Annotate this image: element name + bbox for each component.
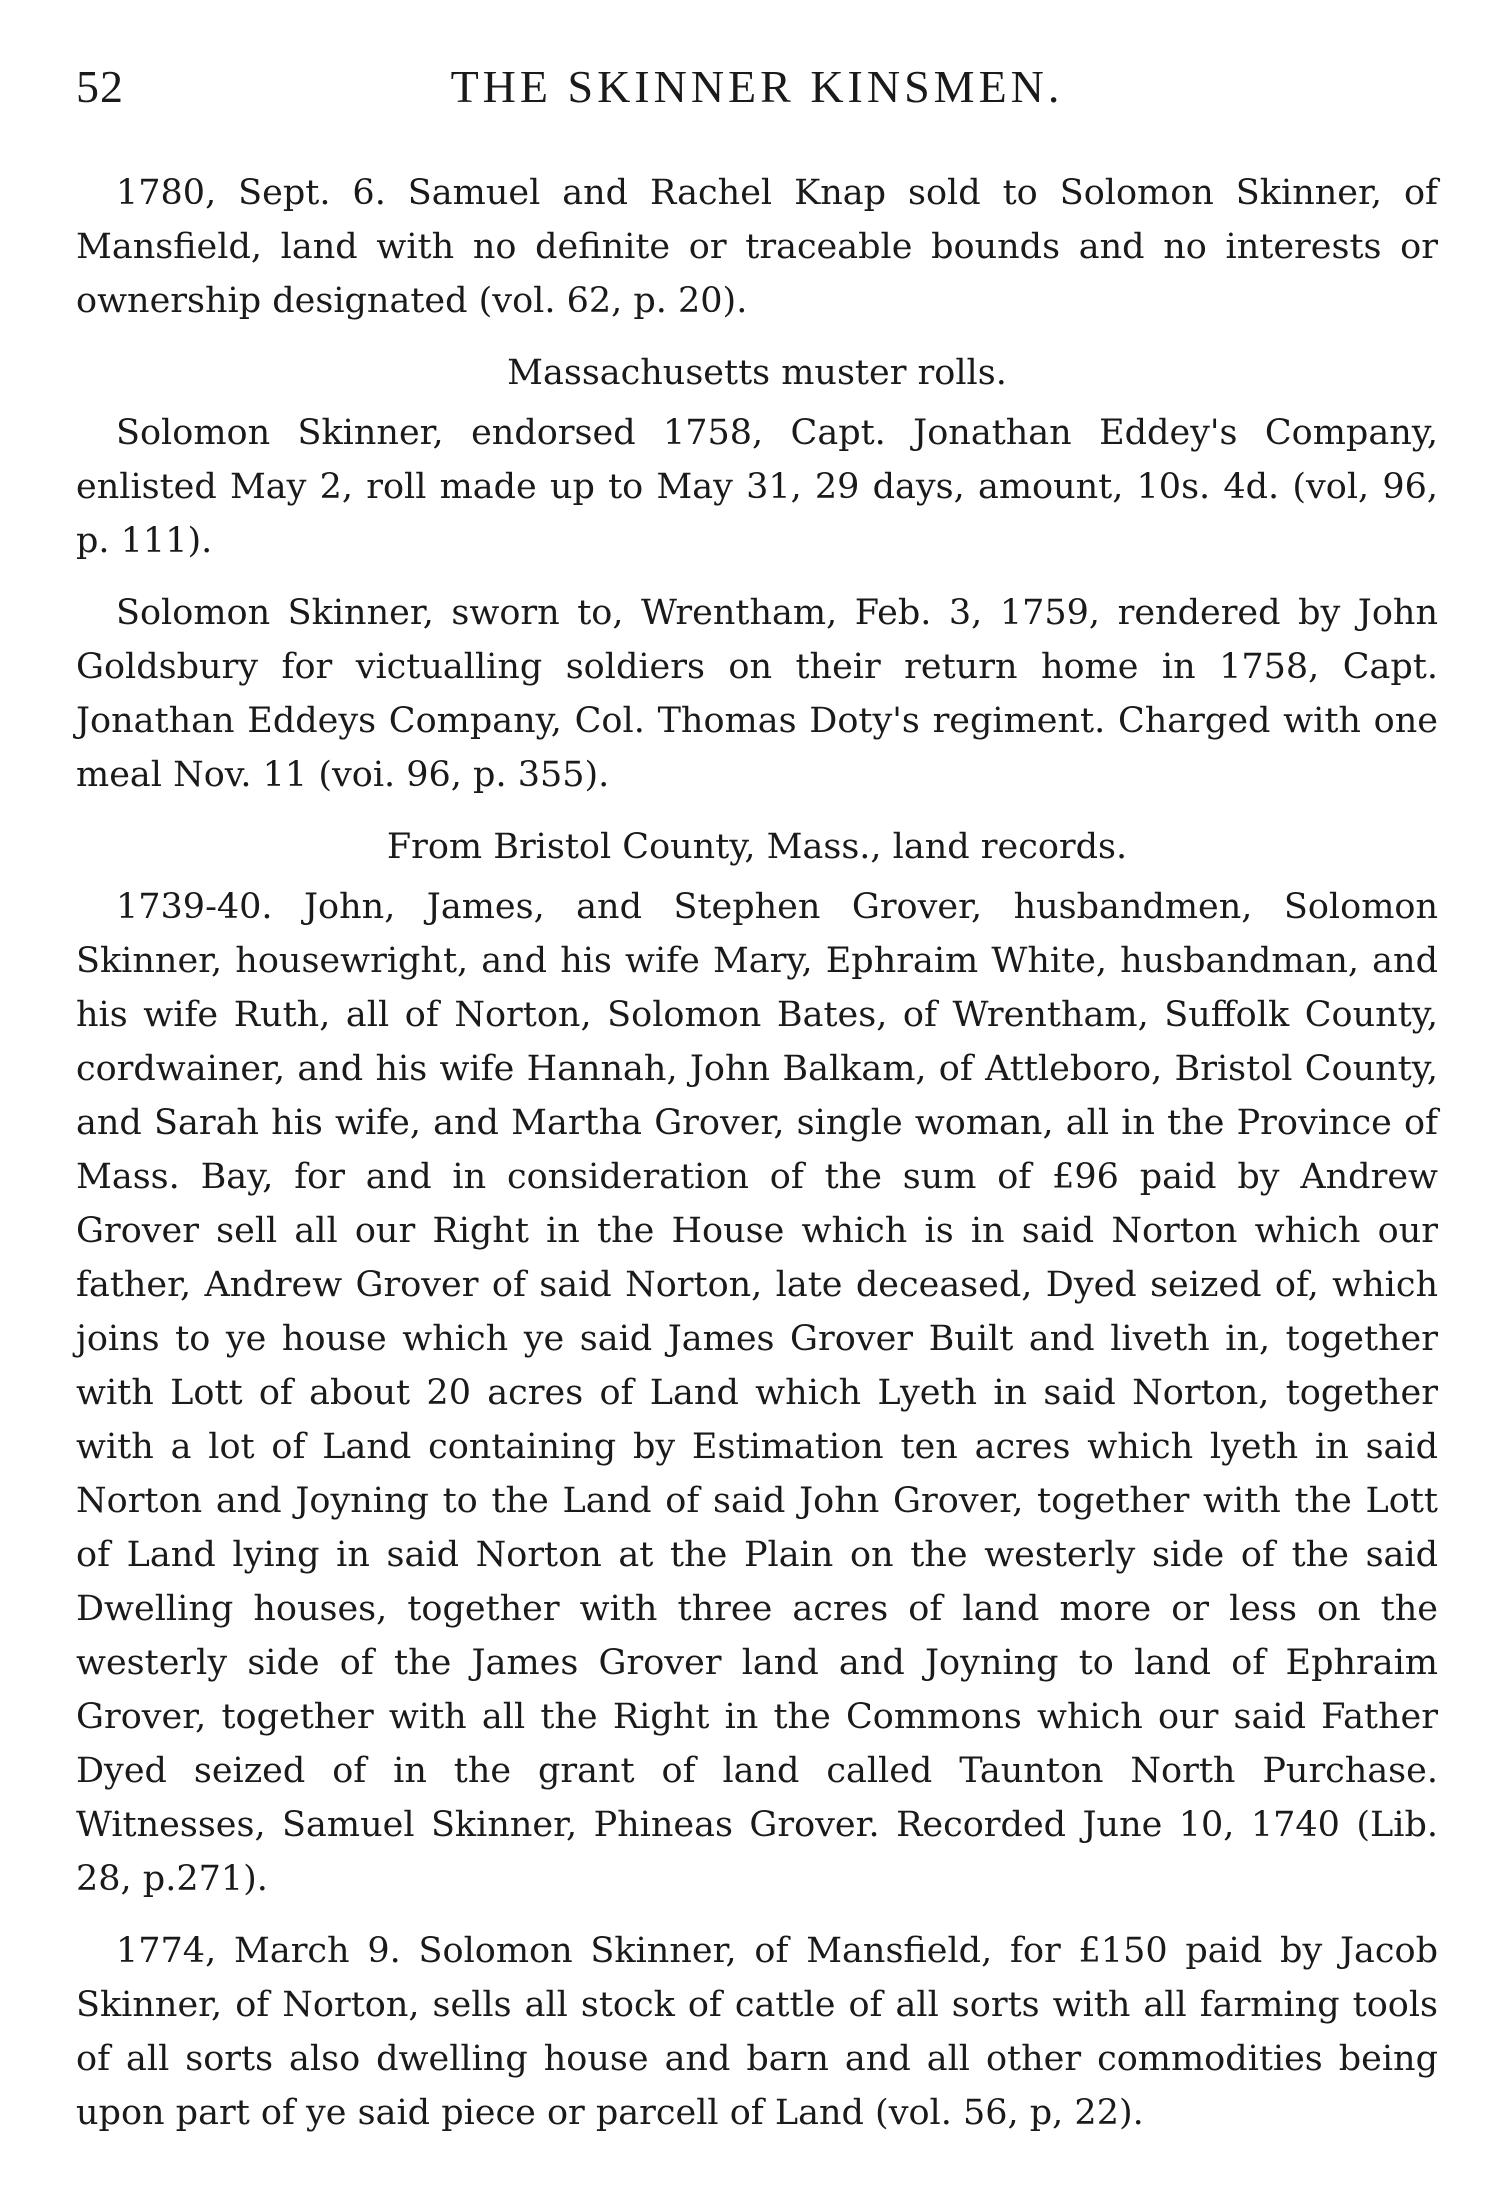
paragraph-1759-victualling: Solomon Skinner, sworn to, Wrentham, Feb. 3, 1759, rendered by John Goldsbury for victualling soldiers on their return home in 1758, Capt. Jonathan Eddeys Company, Col. Thomas Doty's regiment. Charged with one meal Nov. 11 (voi. 96, p. 355). [76, 593, 1438, 795]
paragraph-1739-grover-deed: 1739-40. John, James, and Stephen Grover, husbandmen, Solomon Skinner, housewright, and his wife Mary, Ephraim White, husbandman, and his wife Ruth, all of Norton, Solomon Bates, of Wrentham, Suffolk County, cordwainer, and his wife Hannah, John Balkam, of Attleboro, Bristol County, and Sarah his wife, and Martha Grover, single woman, all in the Province of Mass. Bay, for and in consideration of the sum of £96 paid by Andrew Grover sell all our Right in the House which is in said Norton which our father, Andrew Grover of said Norton, late deceased, Dyed seized of, which joins to ye house which ye said James Grover Built and liveth in, together with Lott of about 20 acres of Land which Lyeth in said Norton, together with a lot of Land containing by Estimation ten acres which lyeth in said Norton and Joyning to the Land of said John Grover, together with the Lott of Land lying in said Norton at the Plain on the westerly side of the said Dwelling houses, together with three acres of land more or less on the westerly side of the James Grover land and Joyning to land of Ephraim Grover, together with all the Right in the Commons which our said Father Dyed seized of in the grant of land called Taunton North Purchase. Witnesses, Samuel Skinner, Phineas Grover. Recorded June 10, 1740 (Lib. 28, p.271). [76, 887, 1438, 1899]
page-number: 52 [76, 61, 124, 112]
paragraph-1774-cattle-sale: 1774, March 9. Solomon Skinner, of Mansfield, for £150 paid by Jacob Skinner, of Norton, sells all stock of cattle of all sorts with all farming tools of all sorts also dwelling house and barn and all other commodities being upon part of ye said piece or parcell of Land (vol. 56, p, 22). [76, 1931, 1438, 2133]
body-text [76, 166, 1438, 2140]
document-page [76, 48, 1438, 2158]
running-title: THE SKINNER KINSMEN. [450, 61, 1064, 112]
section-heading-muster-rolls: Massachusetts muster rolls. [507, 353, 1007, 393]
paragraph-1780-knap-sale: 1780, Sept. 6. Samuel and Rachel Knap sold to Solomon Skinner, of Mansfield, land with no definite or traceable bounds and no interests or ownership designated (vol. 62, p. 20). [76, 173, 1438, 321]
section-heading-bristol-land-records: From Bristol County, Mass., land records. [386, 827, 1128, 867]
paragraph-1758-muster: Solomon Skinner, endorsed 1758, Capt. Jonathan Eddey's Company, enlisted May 2, roll made up to May 31, 29 days, amount, 10s. 4d. (vol, 96, p. 111). [76, 413, 1438, 561]
running-head [76, 48, 1438, 128]
